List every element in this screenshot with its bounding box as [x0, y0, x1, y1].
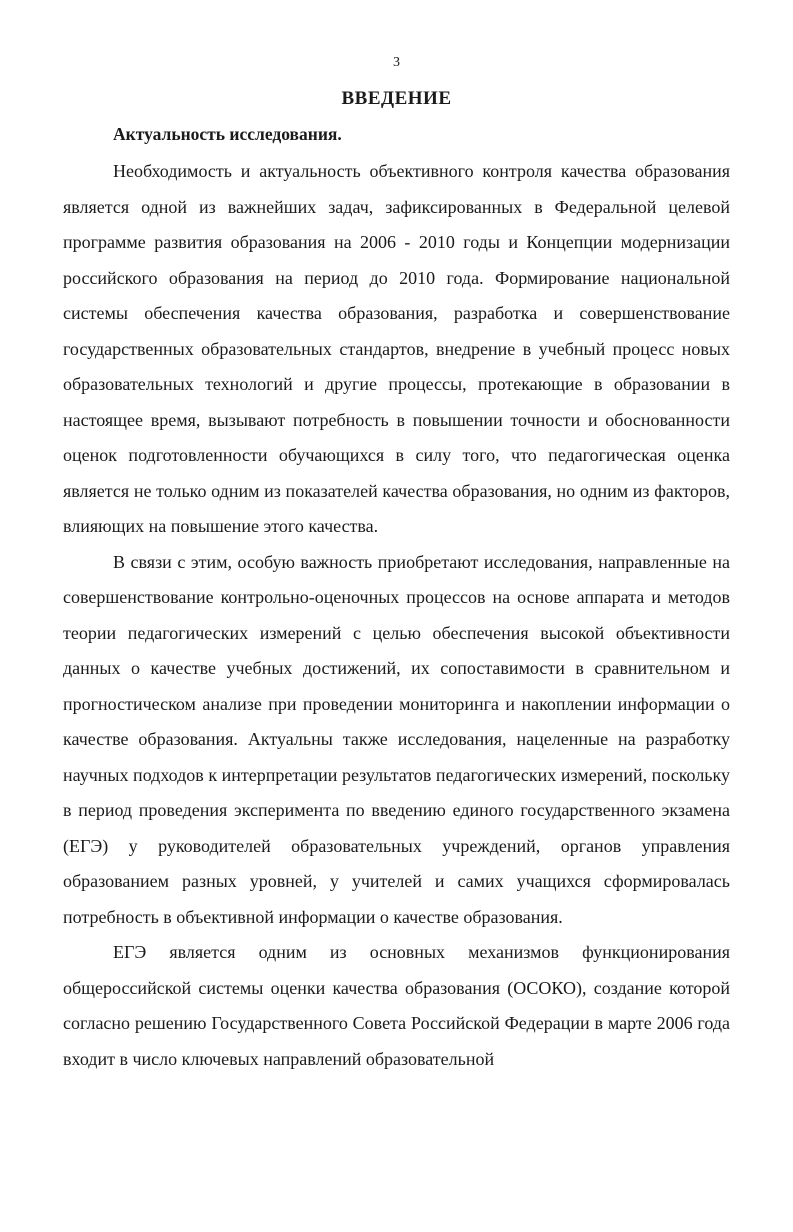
page-number: 3 — [393, 55, 400, 70]
paragraph-1: Необходимость и актуальность объективного контроля качества образования является одной из важнейших задач, зафиксированных в Федеральной целевой программе развития образования на 2006 - 2010 годы и Концепции модернизации российского образования на период до 2010 года. Формирование национальной системы обеспечения качества образования, разработка и совершенствование государственных образовательных стандартов, внедрение в учебный процесс новых образовательных технологий и другие процессы, протекающие в образовании в настоящее время, вызывают потребность в повышении точности и обоснованности оценок подготовленности обучающихся в силу того, что педагогическая оценка является не только одним из показателей качества образования, но одним из факторов, влияющих на повышение этого качества. — [63, 161, 730, 536]
body-text — [63, 154, 730, 1077]
paragraph-2: В связи с этим, особую важность приобретают исследования, направленные на совершенствование контрольно-оценочных процессов на основе аппарата и методов теории педагогических измерений с целью обеспечения высокой объективности данных о качестве учебных достижений, их сопоставимости в сравнительном и прогностическом анализе при проведении мониторинга и накоплении информации о качестве образования. Актуальны также исследования, нацеленные на разработку научных подходов к интерпретации результатов педагогических измерений, поскольку в период проведения эксперимента по введению единого государственного экзамена (ЕГЭ) у руководителей образовательных учреждений, органов управления образованием разных уровней, у учителей и самих учащихся сформировалась потребность в объективной информации о качестве образования. — [63, 551, 730, 927]
page-title: ВВЕДЕНИЕ — [341, 88, 452, 109]
section-subtitle: Актуальность исследования. — [113, 124, 342, 144]
paragraph-3: ЕГЭ является одним из основных механизмов функционирования общероссийской системы оценки качества образования (ОСОКО), создание которой согласно решению Государственного Совета Российской Федерации в марте 2006 года входит в число ключевых направлений образовательной — [63, 942, 730, 1069]
